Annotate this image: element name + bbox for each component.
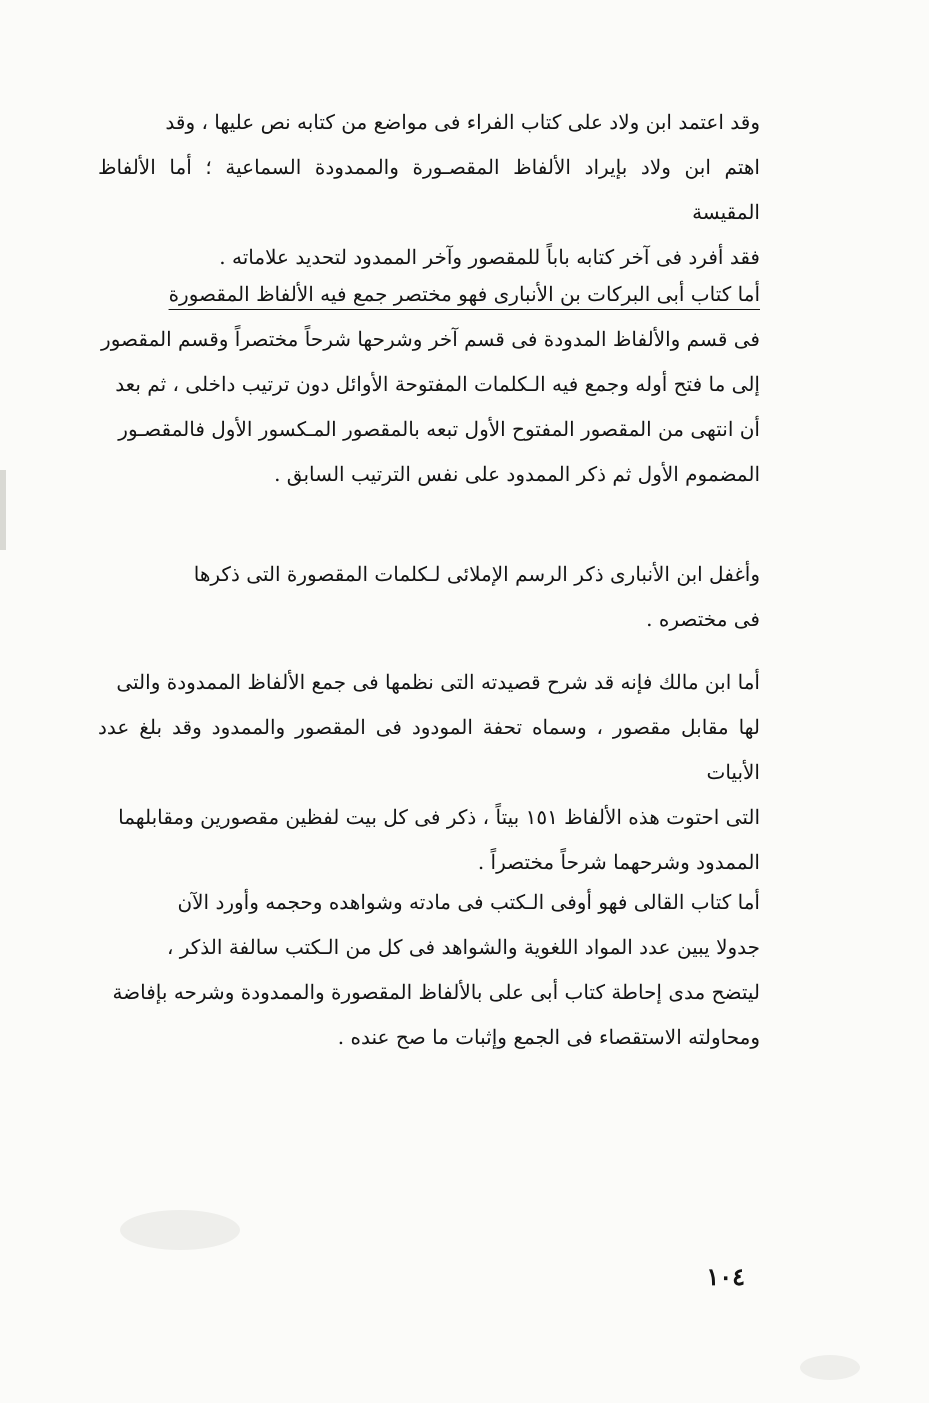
paragraph-1 — [98, 100, 760, 280]
scan-smudge — [120, 1210, 240, 1250]
scan-smudge — [800, 1355, 860, 1380]
text-line: ومحاولته الاستقصاء فى الجمع وإثبات ما صح عنده . — [337, 1025, 760, 1049]
text-line: وقد اعتمد ابن ولاد على كتاب الفراء فى مواضع من كتابه نص عليها ، وقد — [165, 110, 760, 134]
text-line: الممدود وشرحهما شرحاً مختصراً . — [477, 850, 760, 874]
text-line: أما ابن مالك فإنه قد شرح قصيدته التى نظمها فى جمع الألفاظ الممدودة والتى — [116, 670, 760, 694]
text-line: فى قسم والألفاظ المدودة فى قسم آخر وشرحها شرحاً مختصراً وقسم المقصور — [101, 327, 760, 351]
text-line: أما كتاب القالى فهو أوفى الـكتب فى مادته وشواهده وحجمه وأورد الآن — [177, 890, 760, 914]
text-line: المضموم الأول ثم ذكر الممدود على نفس الترتيب السابق . — [274, 462, 760, 486]
text-line: فى مختصره . — [646, 607, 760, 631]
scan-edge-mark — [0, 470, 6, 550]
text-line: التى احتوت هذه الألفاظ ١٥١ بيتاً ، ذكر فى كل بيت لفظين مقصورين ومقابلهما — [118, 805, 760, 829]
paragraph-4 — [98, 660, 760, 885]
text-line: وأغفل ابن الأنبارى ذكر الرسم الإملائى لـكلمات المقصورة التى ذكرها — [193, 562, 760, 586]
paragraph-5 — [98, 880, 760, 1060]
text-line: لها مقابل مقصور ، وسماه تحفة المودود فى المقصور والممدود وقد بلغ عدد الأبيات — [98, 715, 760, 784]
text-line: جدولا يبين عدد المواد اللغوية والشواهد فى كل من الـكتب سالفة الذكر ، — [166, 935, 760, 959]
paragraph-3 — [98, 552, 760, 642]
text-line: أما كتاب أبى البركات بن الأنبارى فهو مختصر جمع فيه الألفاظ المقصورة — [168, 282, 760, 306]
text-line: اهتم ابن ولاد بإيراد الألفاظ المقصـورة والممدودة السماعية ؛ أما الألفاظ المقيسة — [98, 155, 760, 224]
page-number: ١٠٤ — [706, 1262, 745, 1291]
text-line: ليتضح مدى إحاطة كتاب أبى على بالألفاظ المقصورة والممدودة وشرحه بإفاضة — [112, 980, 760, 1004]
text-line: أن انتهى من المقصور المفتوح الأول تبعه بالمقصور المـكسور الأول فالمقصـور — [118, 417, 760, 441]
text-line: فقد أفرد فى آخر كتابه باباً للمقصور وآخر الممدود لتحديد علاماته . — [219, 245, 760, 269]
text-line: إلى ما فتح أوله وجمع فيه الـكلمات المفتوحة الأوائل دون ترتيب داخلى ، ثم بعد — [115, 372, 760, 396]
paragraph-2 — [98, 272, 760, 497]
